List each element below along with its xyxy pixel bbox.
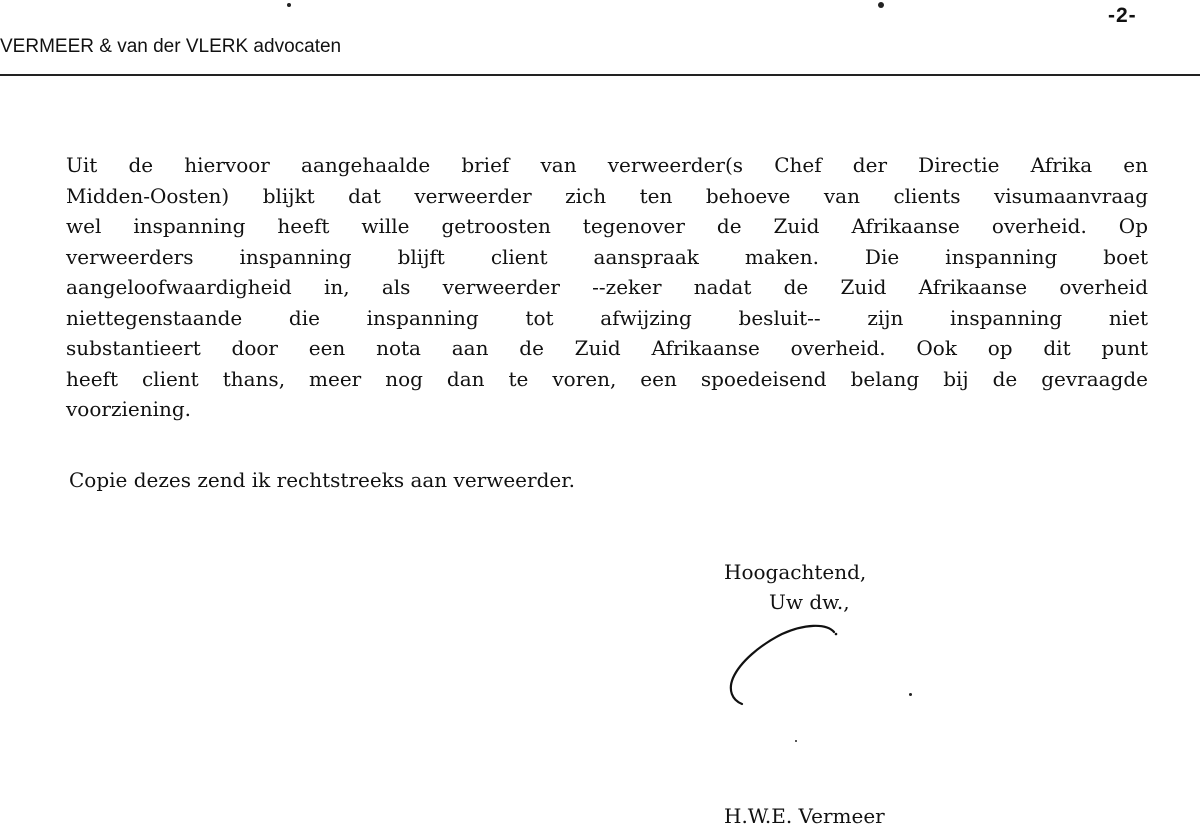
- paragraph-line: voorziening.: [66, 397, 192, 421]
- paragraph-line: heeft client thans, meer nog dan te voren, een spoedeisend belang bij de gevraagde: [66, 366, 1148, 391]
- letterhead-firm-name: VERMEER & van der VLERK advocaten: [0, 36, 342, 57]
- scan-speck: [287, 3, 291, 7]
- closing-block: [724, 557, 866, 617]
- paragraph-line: Midden-Oosten) blijkt dat verweerder zich ten behoeve van clients visumaanvraag: [66, 183, 1148, 208]
- header-rule: [0, 74, 1200, 76]
- paragraph-line: niettegenstaande die inspanning tot afwijzing besluit-- zijn inspanning niet: [66, 305, 1148, 330]
- scan-speck: [909, 693, 912, 696]
- signatory-name: H.W.E. Vermeer: [724, 804, 885, 828]
- page-number: -2-: [1108, 4, 1137, 27]
- body-paragraph: [66, 150, 1148, 425]
- paragraph-line: substantieert door een nota aan de Zuid Afrikaanse overheid. Ook op dit punt: [66, 336, 1148, 360]
- paragraph-line: verweerders inspanning blijft client aanspraak maken. Die inspanning boet: [66, 244, 1148, 269]
- paragraph-line: Uit de hiervoor aangehaalde brief van verweerder(s Chef der Directie Afrika en: [66, 153, 1148, 177]
- scan-speck: [795, 740, 797, 742]
- paragraph-line: wel inspanning heeft wille getroosten tegenover de Zuid Afrikaanse overheid. Op: [66, 214, 1148, 238]
- closing-salutation: Hoogachtend,: [724, 560, 867, 584]
- paragraph-line: aangeloofwaardigheid in, als verweerder --zeker nadat de Zuid Afrikaanse overheid: [66, 275, 1148, 299]
- copy-note: Copie dezes zend ik rechtstreeks aan verweerder.: [69, 468, 575, 492]
- closing-sign-off: Uw dw.,: [769, 590, 850, 614]
- signature-scribble: [726, 620, 846, 712]
- scan-speck: [878, 2, 884, 8]
